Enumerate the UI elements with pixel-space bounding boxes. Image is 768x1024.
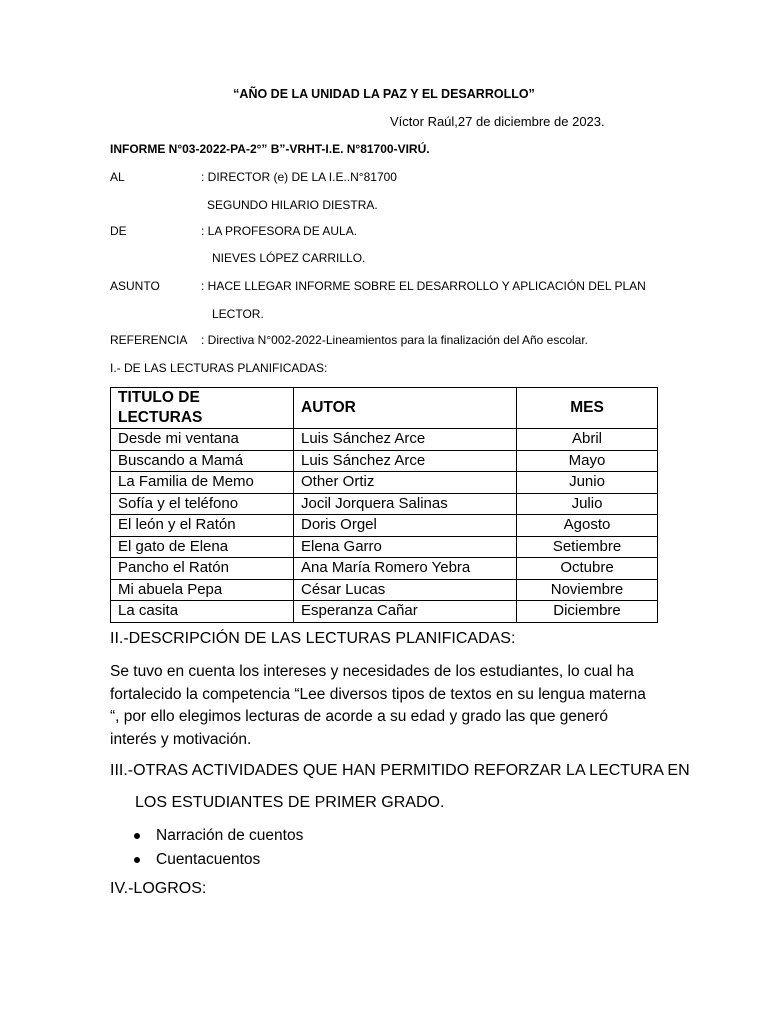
table-row [111,558,658,580]
cell-month: Diciembre [517,601,658,623]
list-item-label: Narración de cuentos [156,827,304,844]
cell-author: Other Ortiz [294,472,517,494]
section3-heading-line2: LOS ESTUDIANTES DE PRIMER GRADO. [135,794,445,811]
bullet-icon [134,833,140,839]
subject-label: ASUNTO [110,279,160,293]
section2-heading: II.-DESCRIPCIÓN DE LAS LECTURAS PLANIFICADAS: [110,630,516,647]
readings-table [110,387,658,623]
reference-line: : Directiva N°002-2022-Lineamientos para la finalización del Año escolar. [201,333,589,347]
cell-author: Doris Orgel [294,515,517,537]
section3-heading-line1: III.-OTRAS ACTIVIDADES QUE HAN PERMITIDO REFORZAR LA LECTURA EN [110,762,690,779]
header-author: AUTOR [294,388,517,429]
table-row [111,536,658,558]
to-label: AL [110,170,125,184]
table-header-row [111,388,658,429]
from-line2: NIEVES LÓPEZ CARRILLO. [212,251,366,265]
cell-title: El león y el Ratón [111,515,294,537]
to-line1: : DIRECTOR (e) DE LA I.E..N°81700 [201,170,397,184]
report-number: INFORME N°03-2022-PA-2°” B”-VRHT-I.E. N°81700-VIRÚ. [110,142,430,156]
section1-heading: I.- DE LAS LECTURAS PLANIFICADAS: [110,361,328,375]
table-row [111,429,658,451]
table-row [111,493,658,515]
cell-author: Luis Sánchez Arce [294,450,517,472]
cell-month: Octubre [517,558,658,580]
section4-heading: IV.-LOGROS: [110,880,207,897]
cell-month: Noviembre [517,579,658,601]
cell-title: Sofía y el teléfono [111,493,294,515]
cell-title: Buscando a Mamá [111,450,294,472]
activities-list [132,824,303,871]
table-row [111,472,658,494]
list-item [132,848,303,872]
cell-title: Pancho el Ratón [111,558,294,580]
cell-month: Setiembre [517,536,658,558]
cell-title: La casita [111,601,294,623]
from-label: DE [110,224,127,238]
to-line2: SEGUNDO HILARIO DIESTRA. [207,198,378,212]
list-item-label: Cuentacuentos [156,850,261,868]
cell-title: La Familia de Memo [111,472,294,494]
header-title: TITULO DE LECTURAS [111,388,294,429]
table-row [111,579,658,601]
subject-line1: : HACE LLEGAR INFORME SOBRE EL DESARROLLO Y APLICACIÓN DEL PLAN [201,279,646,293]
reference-label: REFERENCIA [110,333,188,347]
place-date: Víctor Raúl,27 de diciembre de 2023. [390,114,605,129]
from-line1: : LA PROFESORA DE AULA. [201,224,358,238]
cell-title: Mi abuela Pepa [111,579,294,601]
cell-title: Desde mi ventana [111,429,294,451]
table-row [111,515,658,537]
header-month: MES [517,388,658,429]
cell-month: Agosto [517,515,658,537]
cell-month: Mayo [517,450,658,472]
list-item [132,824,303,848]
cell-author: Ana María Romero Yebra [294,558,517,580]
cell-author: Esperanza Cañar [294,601,517,623]
bullet-icon [134,857,140,863]
cell-author: Luis Sánchez Arce [294,429,517,451]
cell-month: Julio [517,493,658,515]
cell-author: César Lucas [294,579,517,601]
cell-month: Junio [517,472,658,494]
cell-author: Elena Garro [294,536,517,558]
table-row [111,601,658,623]
cell-author: Jocil Jorquera Salinas [294,493,517,515]
cell-title: El gato de Elena [111,536,294,558]
cell-month: Abril [517,429,658,451]
year-title: “AÑO DE LA UNIDAD LA PAZ Y EL DESARROLLO” [233,87,535,101]
table-row [111,450,658,472]
subject-line2: LECTOR. [212,307,264,321]
section2-paragraph: Se tuvo en cuenta los intereses y necesidades de los estudiantes, lo cual ha fortalecido la competencia “Lee diversos tipos de textos en su lengua materna “, por ello elegimos lecturas de acorde a su edad y grado las que generó interés y motivación. [110,663,646,748]
